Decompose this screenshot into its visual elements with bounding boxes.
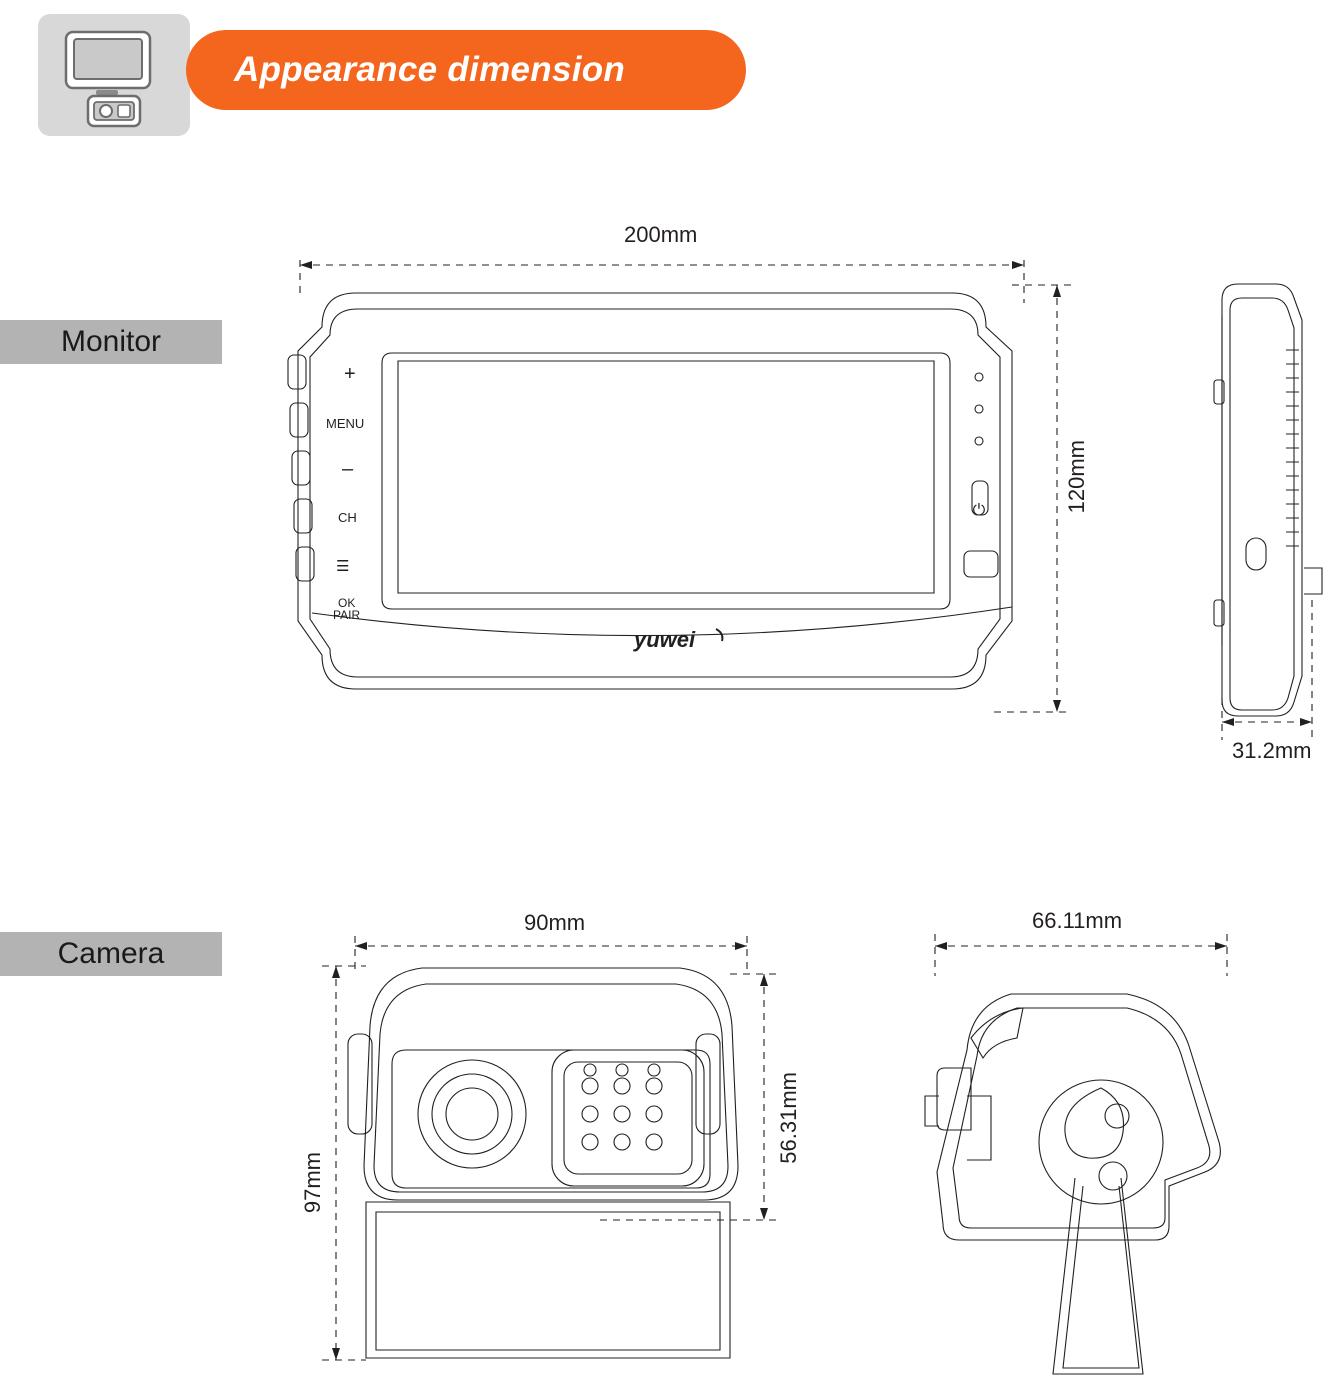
camera-side-view (905, 928, 1265, 1378)
monitor-and-camera-thumbnail-icon (38, 14, 190, 136)
monitor-height-dimension: 120mm (1064, 440, 1089, 514)
brand-logo (633, 627, 722, 652)
view-icon: ☰ (336, 558, 350, 575)
section-label-monitor: Monitor (0, 320, 222, 364)
button-label-ch: CH (338, 510, 357, 525)
monitor-thickness-dimension: 31.2mm (1232, 738, 1312, 763)
monitor-width-dimension: 200mm (624, 222, 698, 247)
camera-width-dimension: 90mm (524, 910, 586, 935)
header-banner (186, 30, 746, 110)
section-label-camera: Camera (0, 932, 222, 976)
button-label-ok: OK (338, 596, 356, 610)
power-icon: ⏻ (972, 502, 986, 519)
button-label-menu: MENU (326, 416, 365, 431)
page-title: Appearance dimension (234, 50, 626, 89)
button-label-plus: + (344, 363, 356, 385)
monitor-front-view (282, 215, 1082, 745)
camera-front-view (300, 930, 800, 1380)
svg-text:yuwei: yuwei (634, 627, 696, 652)
camera-depth-dimension: 66.11mm (1032, 908, 1123, 933)
camera-height-dimension: 97mm (300, 1152, 325, 1214)
camera-lens-height-dimension: 56.31mm (776, 1072, 801, 1164)
button-label-pair: PAIR (333, 608, 361, 622)
header-thumbnail (38, 14, 190, 136)
button-label-minus: – (342, 458, 354, 480)
monitor-side-view (1200, 270, 1340, 770)
camera-lens-outer (418, 1060, 526, 1168)
